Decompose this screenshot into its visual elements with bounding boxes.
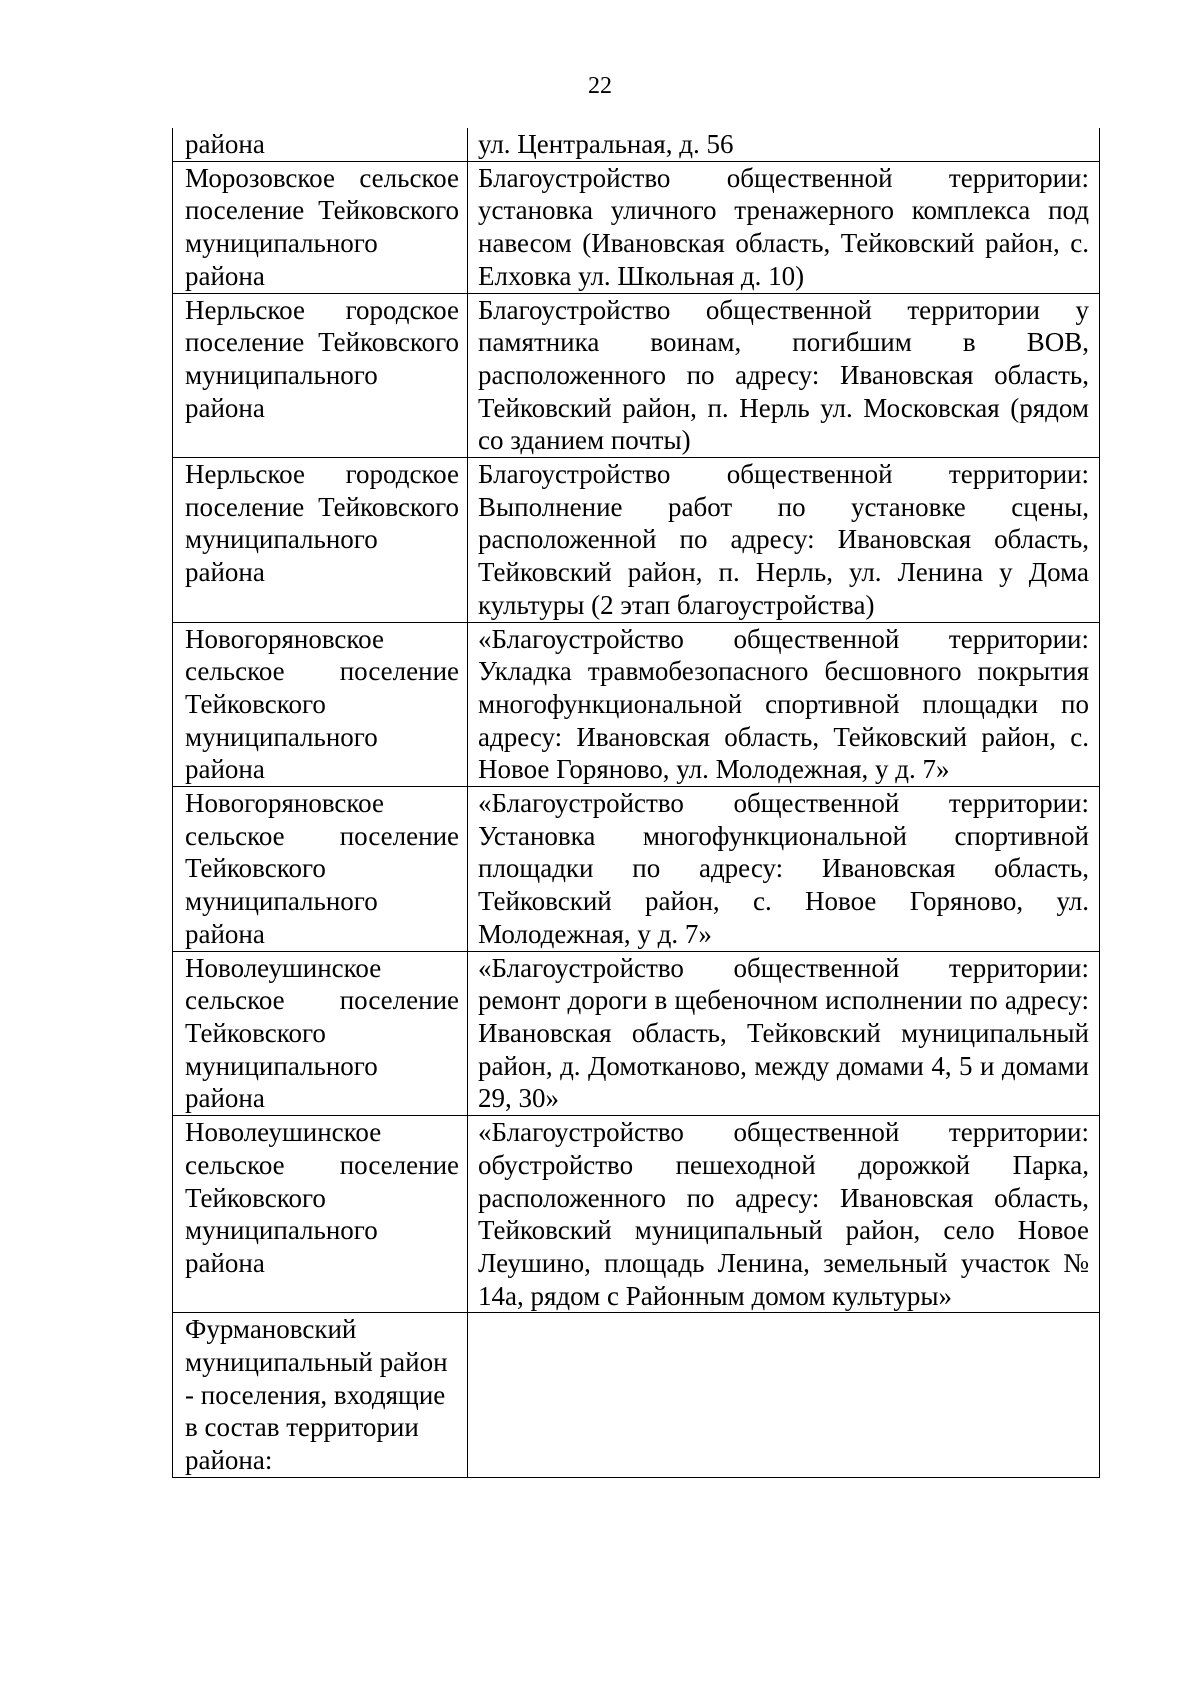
table-row	[173, 128, 1100, 161]
settlement-cell: района	[173, 128, 468, 161]
table-row	[173, 951, 1100, 1116]
project-cell: ул. Центральная, д. 56	[468, 128, 1100, 161]
page-number: 22	[588, 73, 612, 99]
table-row	[173, 458, 1100, 623]
table-row	[173, 1116, 1100, 1313]
table-row	[173, 293, 1100, 458]
settlement-cell: Новолеушинское сельское поселение Тейковского муниципального района	[173, 1116, 468, 1313]
settlement-cell: Нерльское городское поселение Тейковского муниципального района	[173, 293, 468, 458]
settlement-cell: Морозовское сельское поселение Тейковского муниципального района	[173, 161, 468, 293]
settlement-cell: Новолеушинское сельское поселение Тейковского муниципального района	[173, 951, 468, 1116]
project-cell: Благоустройство общественной территории: установка уличного тренажерного комплекса под навесом (Ивановская область, Тейковский район, с. Елховка ул. Школьная д. 10)	[468, 161, 1100, 293]
project-cell: «Благоустройство общественной территории: Укладка травмобезопасного бесшовного покрытия многофункциональной спортивной площадки по адресу: Ивановская область, Тейковский район, с. Новое Горяново, ул. Молодежная, у д. 7»	[468, 622, 1100, 787]
table-row	[173, 787, 1100, 952]
settlement-cell: Новогоряновское сельское поселение Тейковского муниципального района	[173, 622, 468, 787]
table-row	[173, 161, 1100, 293]
projects-table	[172, 128, 1100, 1478]
settlement-cell: Новогоряновское сельское поселение Тейковского муниципального района	[173, 787, 468, 952]
settlement-cell: Фурмановский муниципальный район - поселения, входящие в состав территории района:	[173, 1313, 468, 1478]
table-row	[173, 1313, 1100, 1478]
project-cell: «Благоустройство общественной территории: ремонт дороги в щебеночном исполнении по адресу: Ивановская область, Тейковский муниципальный район, д. Домотканово, между домами 4, 5 и домами 29, 30»	[468, 951, 1100, 1116]
project-cell: «Благоустройство общественной территории: Установка многофункциональной спортивной площадки по адресу: Ивановская область, Тейковский район, с. Новое Горяново, ул. Молодежная, у д. 7»	[468, 787, 1100, 952]
project-cell	[468, 1313, 1100, 1478]
project-cell: Благоустройство общественной территории у памятника воинам, погибшим в ВОВ, расположенного по адресу: Ивановская область, Тейковский район, п. Нерль ул. Московская (рядом со зданием почты)	[468, 293, 1100, 458]
project-cell: «Благоустройство общественной территории: обустройство пешеходной дорожкой Парка, расположенного по адресу: Ивановская область, Тейковский муниципальный район, село Новое Леушино, площадь Ленина, земельный участок № 14а, рядом с Районным домом культуры»	[468, 1116, 1100, 1313]
table-row	[173, 622, 1100, 787]
settlement-cell: Нерльское городское поселение Тейковского муниципального района	[173, 458, 468, 623]
project-cell: Благоустройство общественной территории: Выполнение работ по установке сцены, расположенной по адресу: Ивановская область, Тейковский район, п. Нерль, ул. Ленина у Дома культуры (2 этап благоустройства)	[468, 458, 1100, 623]
